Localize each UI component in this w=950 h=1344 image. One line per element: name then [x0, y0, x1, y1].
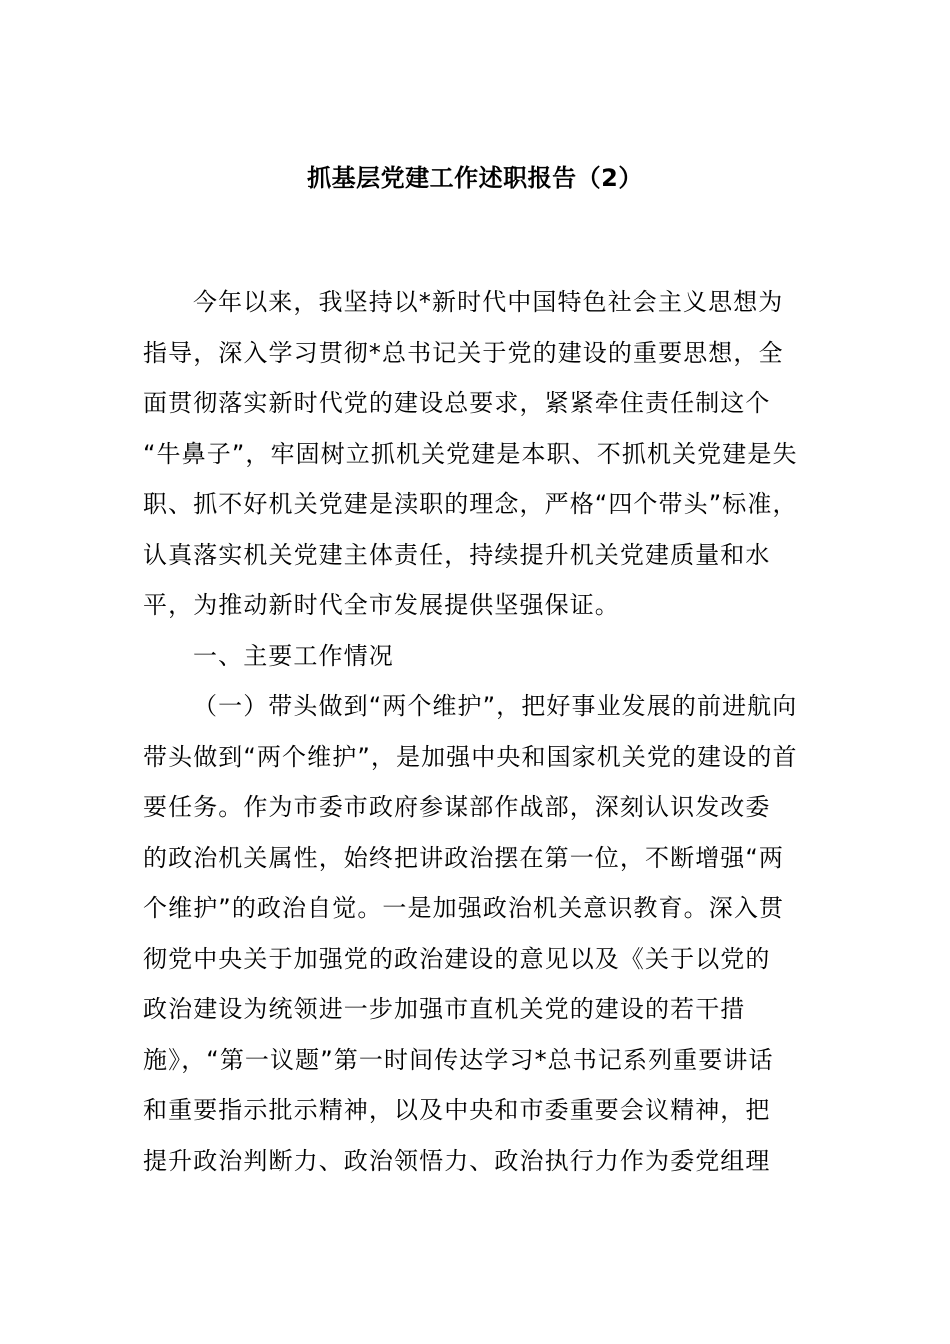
paragraph-line: 面贯彻落实新时代党的建设总要求，紧紧牵住责任制这个 — [143, 389, 771, 417]
paragraph-line: 施》，“第一议题”第一时间传达学习*总书记系列重要讲话 — [143, 1045, 774, 1074]
paragraph-line: 个维护”的政治自觉。一是加强政治机关意识教育。深入贯 — [143, 894, 785, 922]
paragraph-line: 政治建设为统领进一步加强市直机关党的建设的若干措 — [143, 995, 746, 1023]
paragraph-line: 提升政治判断力、政治领悟力、政治执行力作为委党组理 — [143, 1146, 771, 1175]
paragraph-line: 的政治机关属性，始终把讲政治摆在第一位，不断增强“两 — [143, 843, 785, 872]
paragraph-line: 认真落实机关党建主体责任，持续提升机关党建质量和水 — [143, 540, 771, 569]
paragraph-line: 平，为推动新时代全市发展提供坚强保证。 — [143, 591, 620, 619]
paragraph-line: 带头做到“两个维护”，是加强中央和国家机关党的建设的首 — [143, 742, 798, 771]
subsection-heading: （一）带头做到“两个维护”，把好事业发展的前进航向 — [193, 692, 798, 720]
paragraph-line: 今年以来，我坚持以*新时代中国特色社会主义思想为 — [193, 288, 784, 316]
document-body — [143, 277, 807, 1186]
paragraph-line: 职、抓不好机关党建是渎职的理念，严格“四个带头”标准， — [143, 490, 798, 518]
paragraph-line: 和重要指示批示精神，以及中央和市委重要会议精神，把 — [143, 1096, 771, 1124]
paragraph-line: 要任务。作为市委市政府参谋部作战部，深刻认识发改委 — [143, 793, 771, 821]
document-title: 抓基层党建工作述职报告（2） — [307, 164, 643, 192]
section-heading: 一、主要工作情况 — [193, 641, 394, 670]
paragraph-line: “牛鼻子”，牢固树立抓机关党建是本职、不抓机关党建是失 — [143, 439, 798, 468]
paragraph-line: 彻党中央关于加强党的政治建设的意见以及《关于以党的 — [143, 944, 771, 973]
paragraph-line: 指导，深入学习贯彻*总书记关于党的建设的重要思想，全 — [143, 338, 784, 367]
